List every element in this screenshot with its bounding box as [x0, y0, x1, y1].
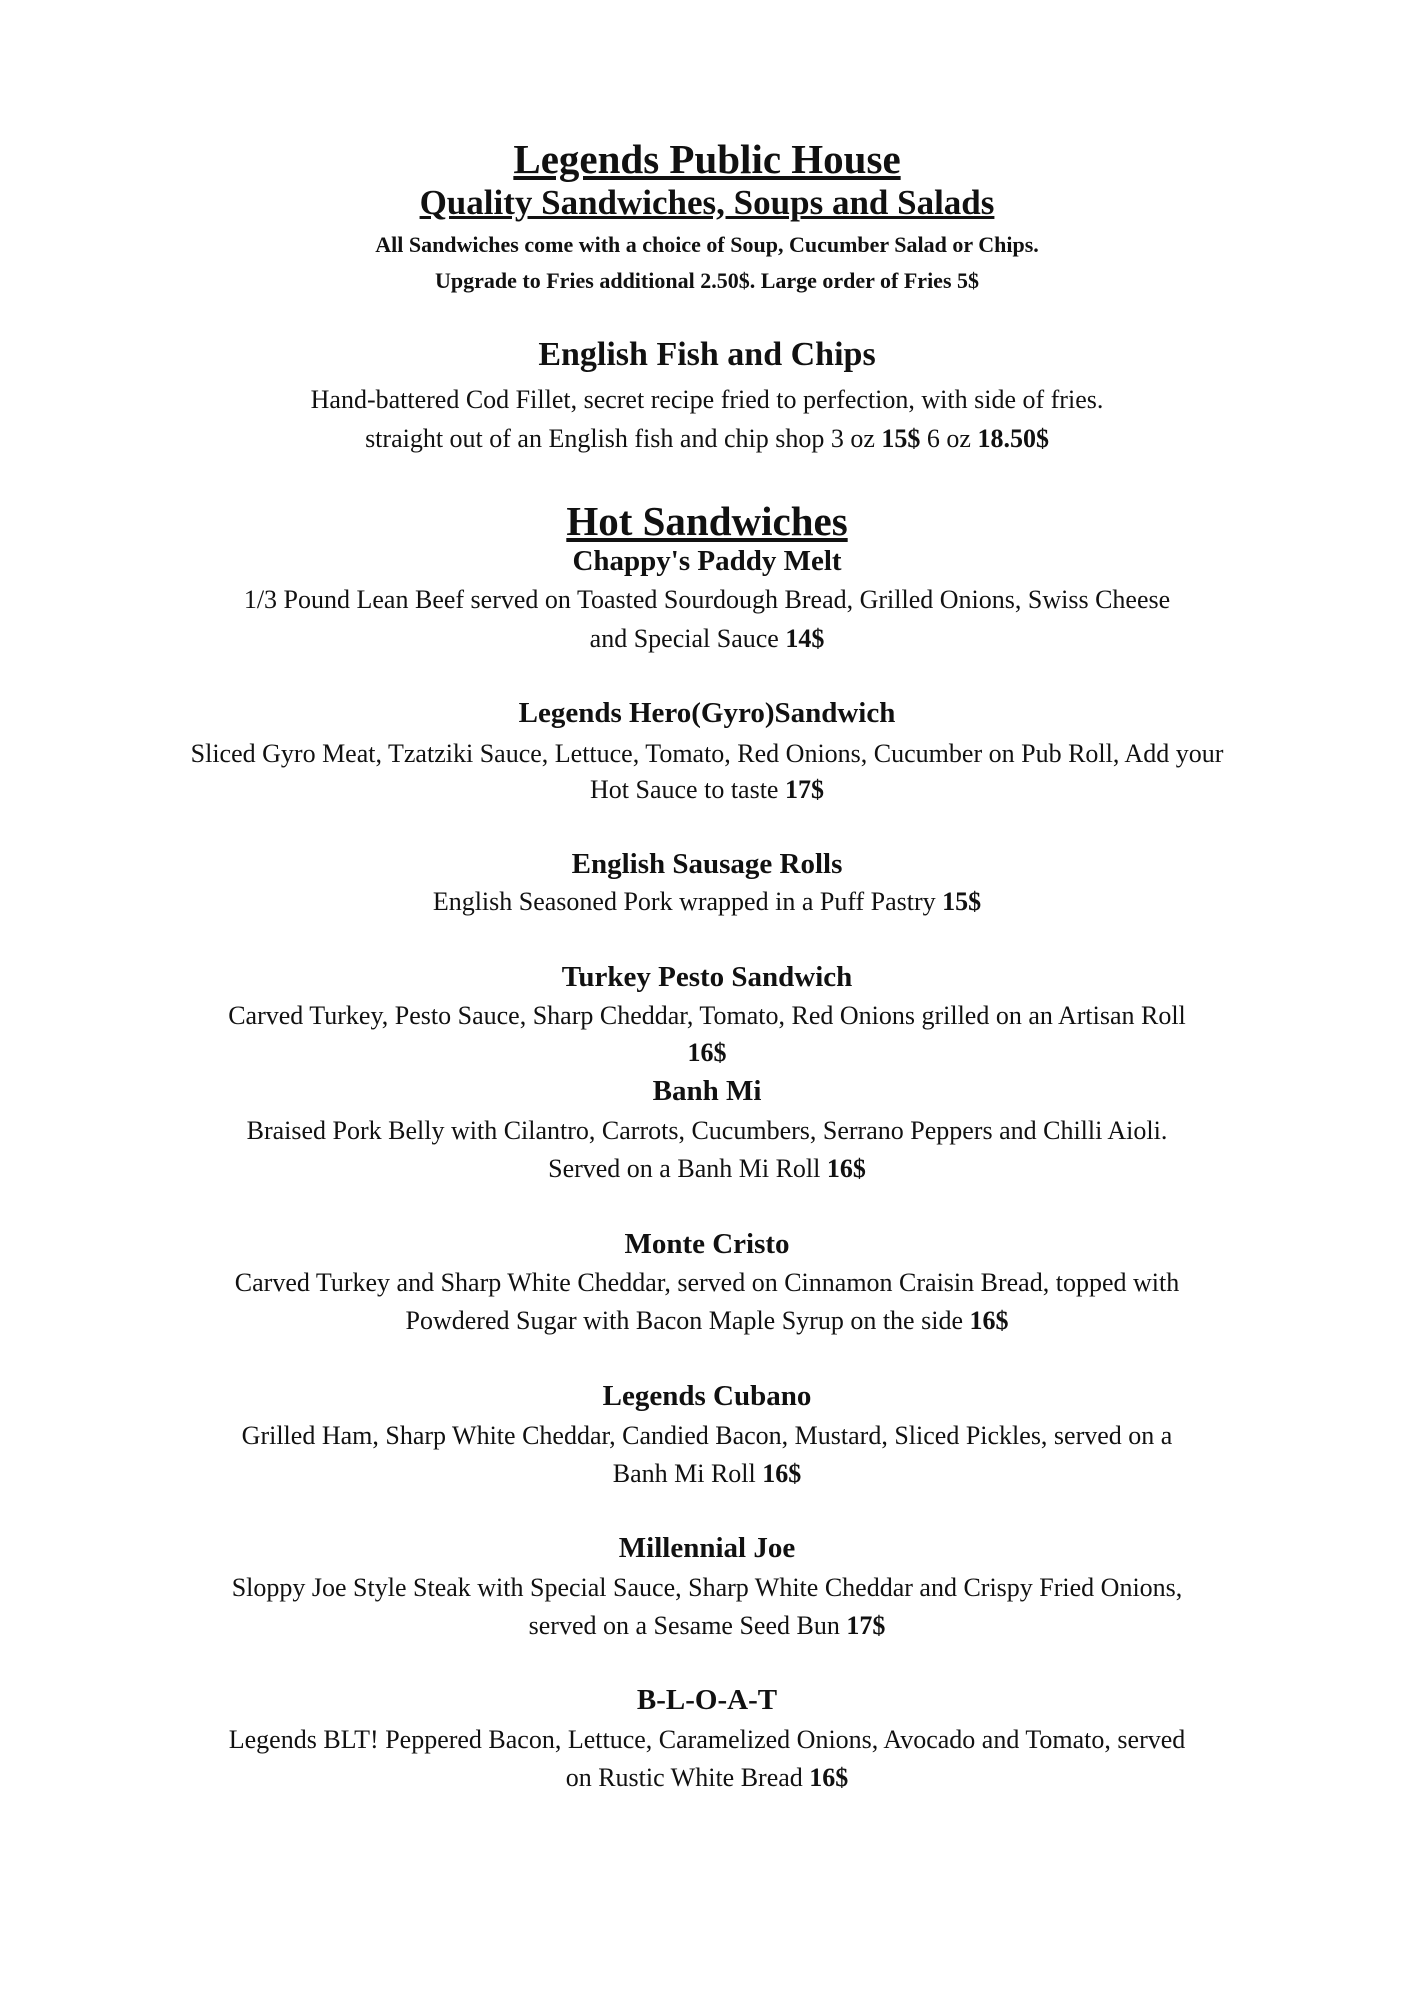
- menu-item-price: 16$: [762, 1459, 802, 1488]
- restaurant-title: Legends Public House: [513, 136, 901, 182]
- menu-item-description-end: Powdered Sugar with Bacon Maple Syrup on the side: [405, 1306, 970, 1335]
- menu-subtitle: Quality Sandwiches, Soups and Salads: [419, 183, 995, 222]
- menu-item-description: [0, 624, 1414, 654]
- menu-item-description: Legends BLT! Peppered Bacon, Lettuce, Caramelized Onions, Avocado and Tomato, served: [228, 1725, 1186, 1754]
- feature-item-name: English Fish and Chips: [538, 336, 876, 373]
- menu-item-price: 17$: [784, 775, 824, 804]
- menu-item-description: [0, 1154, 1414, 1184]
- menu-item-description: Grilled Ham, Sharp White Cheddar, Candied Bacon, Mustard, Sliced Pickles, served on a: [241, 1421, 1173, 1450]
- menu-item-description-end: Served on a Banh Mi Roll: [548, 1154, 827, 1183]
- menu-item-description: 1/3 Pound Lean Beef served on Toasted Sourdough Bread, Grilled Onions, Swiss Cheese: [243, 585, 1171, 614]
- sides-note: All Sandwiches come with a choice of Soup, Cucumber Salad or Chips.: [375, 232, 1039, 257]
- menu-item-description-text: English Seasoned Pork wrapped in a Puff Pastry: [432, 887, 943, 916]
- menu-item-name: Legends Cubano: [602, 1380, 812, 1412]
- menu-item-description-end: Banh Mi Roll: [612, 1459, 763, 1488]
- fries-upgrade-note: Upgrade to Fries additional 2.50$. Large order of Fries 5$: [434, 268, 980, 293]
- menu-item-description: Braised Pork Belly with Cilantro, Carrots, Cucumbers, Serrano Peppers and Chilli Aioli.: [246, 1116, 1168, 1145]
- menu-item-description: Carved Turkey, Pesto Sauce, Sharp Cheddar, Tomato, Red Onions grilled on an Artisan Roll: [228, 1001, 1186, 1030]
- feature-desc-mid: 6 oz: [920, 424, 978, 453]
- menu-item-price: 16$: [809, 1763, 849, 1792]
- section-title: Hot Sandwiches: [566, 498, 848, 544]
- feature-price-small: 15$: [881, 424, 921, 453]
- menu-item-description: Carved Turkey and Sharp White Cheddar, served on Cinnamon Craisin Bread, topped with: [234, 1268, 1180, 1297]
- menu-item-description: [0, 1611, 1414, 1641]
- menu-item-price: 15$: [942, 887, 982, 916]
- menu-item-description: [0, 1459, 1414, 1489]
- feature-item-description: Hand-battered Cod Fillet, secret recipe fried to perfection, with side of fries.: [310, 385, 1104, 414]
- menu-item-name: Legends Hero(Gyro)Sandwich: [518, 697, 896, 729]
- menu-item-description-end: Hot Sauce to taste: [590, 775, 785, 804]
- menu-item-price: 16$: [687, 1038, 727, 1067]
- menu-item-name: Monte Cristo: [624, 1228, 790, 1260]
- menu-item-description-end: on Rustic White Bread: [565, 1763, 810, 1792]
- menu-item-name: B-L-O-A-T: [636, 1684, 778, 1716]
- menu-item-price: 16$: [826, 1154, 866, 1183]
- menu-item-price: 17$: [846, 1611, 886, 1640]
- menu-item-description-end: served on a Sesame Seed Bun: [528, 1611, 847, 1640]
- feature-desc-text: straight out of an English fish and chip shop 3 oz: [365, 424, 882, 453]
- menu-item-name: Turkey Pesto Sandwich: [561, 961, 853, 993]
- menu-item-description: [0, 775, 1414, 805]
- menu-item-name: Chappy's Paddy Melt: [572, 545, 842, 577]
- menu-item-name: English Sausage Rolls: [571, 848, 843, 880]
- menu-item-name: Millennial Joe: [618, 1532, 796, 1564]
- menu-item-description: [0, 1763, 1414, 1793]
- menu-item-description-end: and Special Sauce: [589, 624, 786, 653]
- menu-item-description: Sloppy Joe Style Steak with Special Sauce, Sharp White Cheddar and Crispy Fried Onions,: [231, 1573, 1183, 1602]
- menu-item-description: [0, 887, 1414, 917]
- menu-item-description: [0, 1306, 1414, 1336]
- menu-item-description: Sliced Gyro Meat, Tzatziki Sauce, Lettuce, Tomato, Red Onions, Cucumber on Pub Roll, Add your: [190, 739, 1224, 768]
- menu-item-price: 16$: [969, 1306, 1009, 1335]
- feature-price-large: 18.50$: [977, 424, 1049, 453]
- menu-item-name: Banh Mi: [652, 1075, 762, 1107]
- feature-item-prices: [0, 424, 1414, 454]
- menu-item-price: 14$: [785, 624, 825, 653]
